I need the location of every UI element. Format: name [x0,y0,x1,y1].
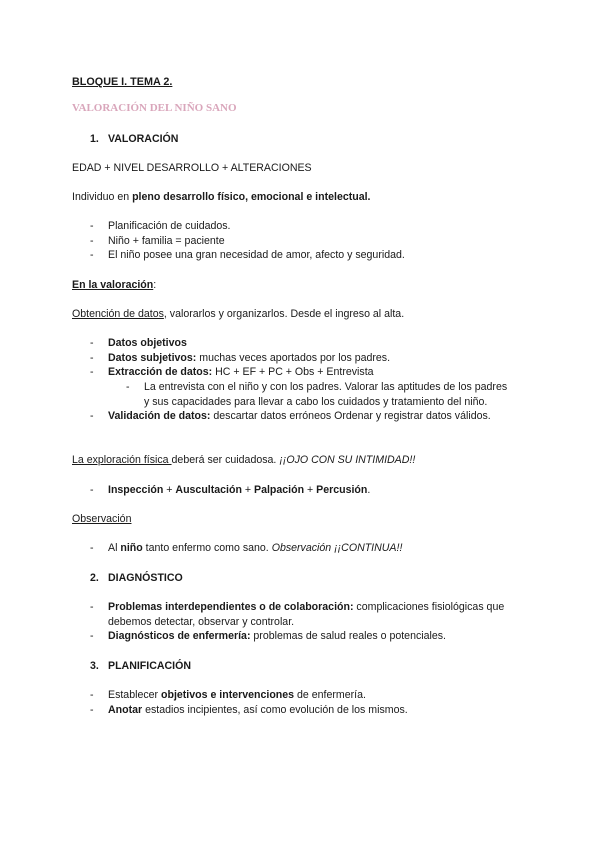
document-title: BLOQUE I. TEMA 2. [72,76,173,88]
section2-heading: DIAGNÓSTICO [108,572,183,584]
auscultacion: Auscultación [175,484,242,496]
problemas-text: complicaciones fisiológicas que [353,601,505,613]
validacion-datos [108,410,491,423]
palpacion: Palpación [254,484,305,496]
exploracion-line [72,454,415,467]
diagnosticos-label: Diagnósticos de enfermería: [108,630,251,642]
list-dash: - [90,352,94,364]
exploracion-italic: ¡¡OJO CON SU INTIMIDAD!! [279,454,416,466]
anotar-text: estadios incipientes, así como evolución de los mismos. [142,704,408,716]
validacion-text: descartar datos erróneos Ordenar y registrar datos válidos. [210,410,491,422]
obtencion-line [72,308,404,321]
en-valoracion-colon: : [153,279,157,291]
list-dash: - [90,542,94,554]
plus-sign: + [163,484,176,496]
extraccion-text: HC + EF + PC + Obs + Entrevista [212,366,374,378]
section2-number: 2. [90,572,99,584]
exploracion-underlined: La exploración física [72,454,172,466]
list-dash: - [90,704,94,716]
list-dash: - [90,484,94,496]
extraccion-datos [108,366,374,379]
observacion-italic: Observación ¡¡CONTINUA!! [271,542,403,554]
period: . [367,484,371,496]
problemas-label: Problemas interdependientes o de colaboración: [108,601,354,613]
establecer-text: de enfermería. [294,689,366,701]
list-dash: - [90,220,94,232]
entrevista-line-2: y sus capacidades para llevar a cabo los cuidados y tratamiento del niño. [144,396,488,408]
exploracion-text: deberá ser cuidadosa. [171,454,280,466]
list-dash: - [90,630,94,642]
inspeccion-line [108,484,370,497]
sublist-dash: - [126,381,130,393]
section1-heading: VALORACIÓN [108,133,179,145]
extraccion-label: Extracción de datos: [108,366,213,378]
document-subtitle: VALORACIÓN DEL NIÑO SANO [72,102,237,114]
list-dash: - [90,410,94,422]
section3-heading: PLANIFICACIÓN [108,660,191,672]
list-dash: - [90,249,94,261]
en-valoracion-heading [72,279,156,292]
percusion: Percusión [316,484,368,496]
list-dash: - [90,601,94,613]
list-dash: - [90,337,94,349]
datos-subjetivos-text: muchas veces aportados por los padres. [196,352,391,364]
entrevista-line-1: La entrevista con el niño y con los padres. Valorar las aptitudes de los padres [144,381,508,393]
problemas-line [108,601,504,614]
list-dash: - [90,689,94,701]
diagnosticos-text: problemas de salud reales o potenciales. [250,630,446,642]
obtencion-underlined: Obtención de datos [72,308,164,320]
observacion-heading: Observación [72,513,132,525]
obtencion-text: , valorarlos y organizarlos. Desde el ingreso al alta. [163,308,405,320]
list-item: Planificación de cuidados. [108,220,231,232]
plus-sign: + [304,484,317,496]
list-dash: - [90,235,94,247]
datos-subjetivos-label: Datos subjetivos: [108,352,197,364]
individuo-line [72,191,371,204]
list-item: Niño + familia = paciente [108,235,225,247]
datos-subjetivos [108,352,390,365]
list-dash: - [90,366,94,378]
individuo-text: Individuo en [72,191,133,203]
validacion-label: Validación de datos: [108,410,211,422]
diagnosticos-line [108,630,446,643]
formula-line: EDAD + NIVEL DESARROLLO + ALTERACIONES [72,162,312,174]
section3-number: 3. [90,660,99,672]
establecer-bold: objetivos e intervenciones [161,689,295,701]
individuo-bold: pleno desarrollo físico, emocional e intelectual. [132,191,371,203]
anotar-line [108,704,408,717]
section1-number: 1. [90,133,99,145]
plus-sign: + [241,484,255,496]
list-item: El niño posee una gran necesidad de amor, afecto y seguridad. [108,249,405,261]
observacion-line [108,542,402,555]
observacion-pre: Al [108,542,121,554]
establecer-pre: Establecer [108,689,161,701]
en-valoracion-text: En la valoración [72,279,154,291]
problemas-line-2: debemos detectar, observar y controlar. [108,616,295,628]
datos-objetivos: Datos objetivos [108,337,187,349]
anotar-bold: Anotar [108,704,143,716]
observacion-bold: niño [120,542,143,554]
inspeccion: Inspección [108,484,164,496]
observacion-text: tanto enfermo como sano. [142,542,272,554]
establecer-line [108,689,366,702]
